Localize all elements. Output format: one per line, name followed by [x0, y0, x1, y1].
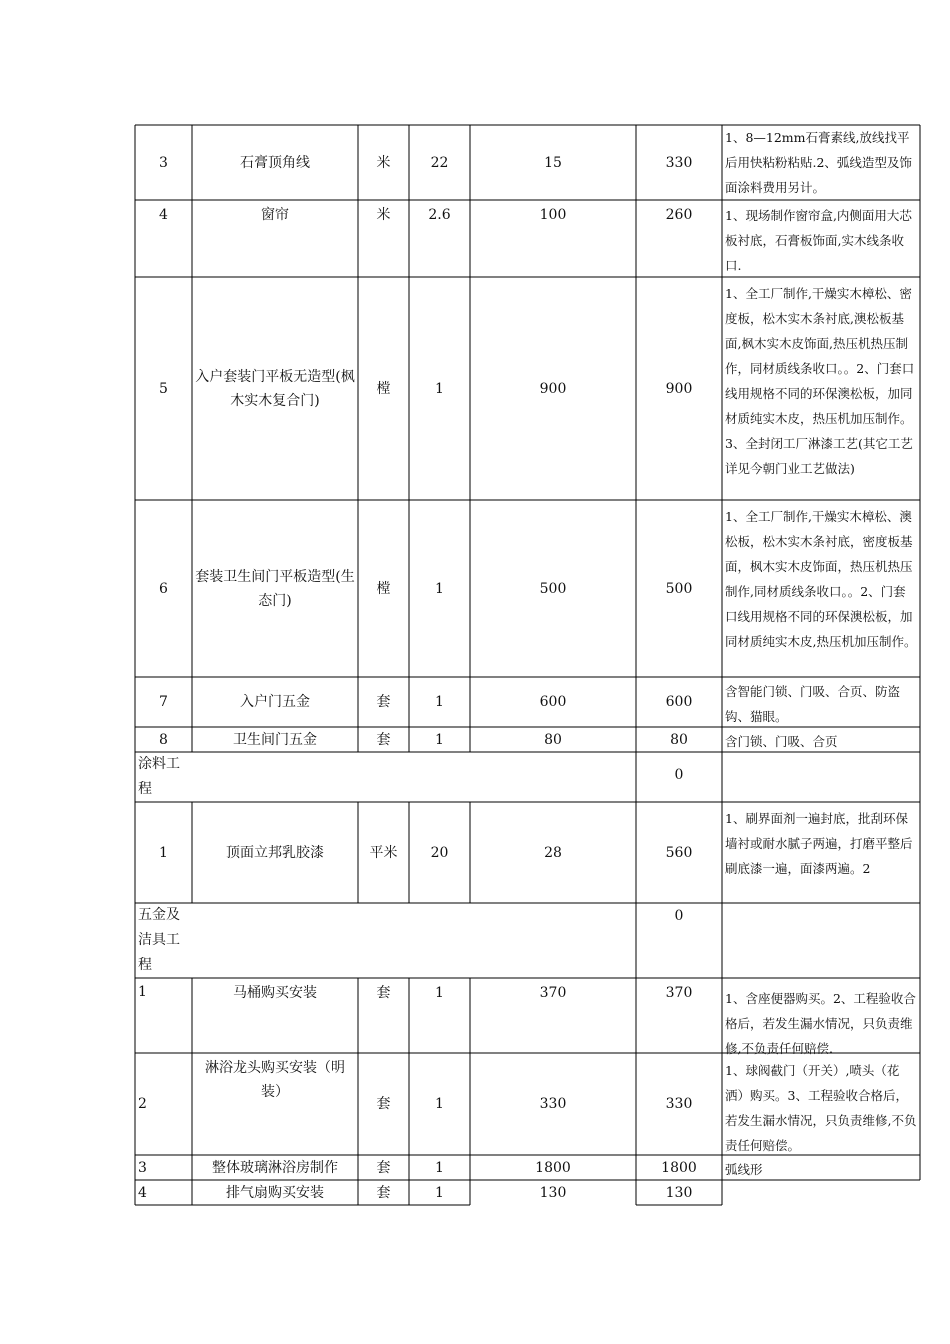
- row-unit: 米: [376, 207, 391, 223]
- row-price: 370: [539, 985, 567, 1001]
- row-qty: 1: [435, 694, 444, 710]
- row-name: 顶面立邦乳胶漆: [226, 844, 324, 861]
- section-title-paint: 涂料工程: [138, 756, 180, 797]
- row-no: 6: [159, 580, 168, 597]
- row-price: 80: [544, 731, 562, 748]
- row-no: 3: [138, 1159, 147, 1176]
- section-title-hardware: 五金及洁具工程: [138, 907, 180, 973]
- row-note: 1、含座便器购买。2、工程验收合格后，若发生漏水情况，只负责维修,不负责任何赔偿.: [725, 991, 916, 1056]
- row-total: 560: [665, 844, 693, 861]
- row-note: 1、全工厂制作,干燥实木樟松、澳松板，松木实木条衬底，密度板基面，枫木实木皮饰面，热压机热压制作,同材质线条收口。。2、门套口线用规格不同的环保澳松板，加同材质纯实木皮,热压机加压制作。: [725, 509, 917, 649]
- row-total: 260: [665, 207, 693, 223]
- row-price: 100: [539, 207, 567, 223]
- row-total: 130: [665, 1184, 693, 1201]
- row-unit: 樘: [376, 380, 391, 397]
- row-price: 600: [539, 694, 567, 710]
- row-price: 330: [539, 1096, 567, 1112]
- row-qty: 1: [435, 1184, 444, 1201]
- row-qty: 2.6: [428, 207, 451, 223]
- row-unit: 套: [376, 1184, 391, 1201]
- row-total: 1800: [661, 1159, 697, 1176]
- row-price: 28: [544, 844, 562, 861]
- row-unit: 套: [376, 985, 391, 1001]
- row-name: 马桶购买安装: [233, 985, 317, 1001]
- row-qty: 1: [435, 1159, 444, 1176]
- row-qty: 22: [430, 154, 449, 171]
- row-name: 石膏顶角线: [240, 154, 310, 171]
- row-name: 入户门五金: [240, 694, 310, 710]
- row-note: 含门锁、门吸、合页: [725, 734, 838, 749]
- row-total: 370: [665, 985, 693, 1001]
- row-unit: 套: [376, 731, 391, 748]
- row-unit: 平米: [369, 844, 398, 861]
- row-no: 5: [159, 380, 168, 397]
- row-qty: 1: [435, 580, 444, 597]
- row-price: 500: [539, 580, 567, 597]
- row-note: 1、全工厂制作,干燥实木樟松、密度板，松木实木条衬底,澳松板基面,枫木实木皮饰面,热压机热压制作，同材质线条收口。。2、门套口线用规格不同的环保澳松板，加同材质纯实木皮，热压机加压制作。3、全封闭工厂淋漆工艺(其它工艺详见今朝门业工艺做法): [725, 286, 915, 476]
- row-qty: 1: [435, 380, 444, 397]
- row-name: 窗帘: [261, 207, 289, 223]
- row-name: 套装卫生间门平板造型(生态门): [195, 568, 355, 609]
- row-price: 1800: [535, 1159, 571, 1176]
- row-note: 1、8—12mm石膏素线,放线找平后用快粘粉粘贴.2、弧线造型及饰面涂料费用另计。: [725, 130, 912, 195]
- row-note: 1、刷界面剂一遍封底，批刮环保墙衬或耐水腻子两遍，打磨平整后刷底漆一遍，面漆两遍。2: [725, 811, 913, 876]
- row-qty: 1: [435, 985, 444, 1001]
- row-name: 入户套装门平板无造型(枫木实木复合门): [195, 368, 355, 409]
- row-name: 卫生间门五金: [233, 731, 317, 748]
- row-total: 900: [665, 380, 693, 397]
- row-total: 330: [665, 154, 693, 171]
- row-name: 整体玻璃淋浴房制作: [212, 1159, 338, 1176]
- row-unit: 套: [376, 694, 391, 710]
- row-note: [722, 1180, 920, 1205]
- row-note: 含智能门锁、门吸、合页、防盗钩、猫眼。: [725, 684, 901, 724]
- row-qty: 20: [430, 844, 449, 861]
- section-total-paint: 0: [674, 767, 684, 783]
- row-no: 1: [159, 844, 168, 861]
- row-no: 7: [159, 694, 168, 710]
- row-total: 330: [665, 1096, 693, 1112]
- row-qty: 1: [435, 1096, 444, 1112]
- row-no: 1: [138, 984, 147, 1000]
- row-unit: 套: [376, 1159, 391, 1176]
- row-note: 1、球阀截门（开关）,喷头（花洒）购买。3、工程验收合格后，若发生漏水情况，只负责维修,不负责任何赔偿。: [725, 1063, 917, 1153]
- row-qty: 1: [435, 731, 444, 748]
- row-no: 8: [159, 731, 168, 748]
- row-total: 80: [670, 731, 688, 748]
- row-no: 4: [159, 207, 168, 223]
- row-name: 排气扇购买安装: [226, 1184, 324, 1201]
- section-total-hardware: 0: [674, 908, 684, 924]
- row-unit: 樘: [376, 580, 391, 597]
- row-unit: 套: [376, 1096, 391, 1112]
- row-price: 130: [539, 1184, 567, 1201]
- row-name: 淋浴龙头购买安装（明装）: [205, 1060, 345, 1100]
- row-note: 1、现场制作窗帘盒,内侧面用大芯板衬底，石膏板饰面,实木线条收口.: [725, 208, 912, 273]
- row-price: 15: [544, 154, 562, 171]
- row-no: 4: [138, 1184, 147, 1201]
- row-price: 900: [539, 380, 567, 397]
- row-no: 3: [159, 154, 168, 171]
- row-unit: 米: [376, 154, 391, 171]
- row-total: 600: [665, 694, 693, 710]
- row-no: 2: [138, 1096, 147, 1112]
- row-note: 弧线形: [725, 1162, 763, 1177]
- row-total: 500: [665, 580, 693, 597]
